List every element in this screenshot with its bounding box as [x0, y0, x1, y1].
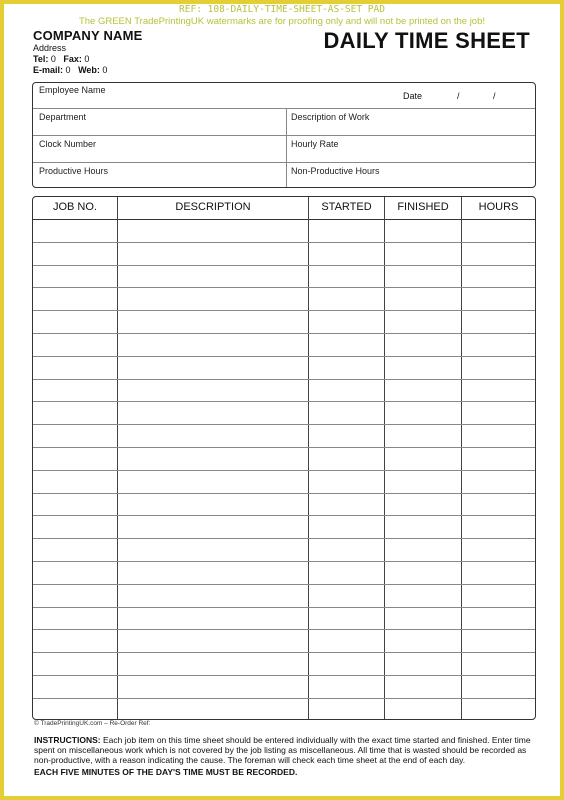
table-row-line-1 [33, 242, 535, 243]
clock-number-label: Clock Number [39, 139, 97, 149]
company-block [33, 28, 143, 76]
table-row-line-7 [33, 379, 535, 380]
instructions-final-line: EACH FIVE MINUTES OF THE DAY'S TIME MUST BE RECORDED. [34, 767, 298, 777]
column-header-finished: FINISHED [397, 201, 449, 213]
job-table [32, 196, 536, 720]
web-value: 0 [102, 65, 108, 75]
department-label: Department [39, 112, 87, 122]
table-row-line-5 [33, 333, 535, 334]
table-row-line-9 [33, 424, 535, 425]
company-address: Address [33, 43, 67, 53]
fax-value: 0 [84, 54, 90, 64]
table-row-line-3 [33, 287, 535, 288]
watermark-ref: REF: 108-DAILY-TIME-SHEET-AS-SET PAD [179, 4, 385, 15]
job-table-header [33, 197, 535, 220]
watermark-notice: The GREEN TradePrintingUK watermarks are for proofing only and will not be printed on the job! [78, 16, 486, 27]
date-label: Date [403, 91, 423, 101]
info-divider-3 [33, 162, 535, 163]
productive-hours-label: Productive Hours [39, 166, 109, 176]
table-row-line-12 [33, 493, 535, 494]
document-title: DAILY TIME SHEET [323, 28, 530, 53]
column-header-hours: HOURS [478, 201, 519, 213]
table-row-line-16 [33, 584, 535, 585]
table-row-line-11 [33, 470, 535, 471]
table-row-line-13 [33, 515, 535, 516]
column-header-job-no: JOB NO. [52, 201, 97, 213]
table-row-line-2 [33, 265, 535, 266]
table-row-line-8 [33, 401, 535, 402]
tel-value: 0 [50, 54, 56, 64]
employee-info-box [32, 82, 536, 188]
fax-label: Fax: [63, 54, 82, 64]
web-label: Web: [78, 65, 100, 75]
tel-label: Tel: [33, 54, 49, 64]
column-header-started: STARTED [321, 201, 372, 213]
table-row-line-6 [33, 356, 535, 357]
date-separator-2: / [493, 91, 496, 101]
company-email-web [33, 65, 143, 76]
table-row-line-21 [33, 698, 535, 699]
table-row-line-20 [33, 675, 535, 676]
employee-name-label: Employee Name [39, 85, 106, 95]
info-divider-1 [33, 108, 535, 109]
info-divider-2 [33, 135, 535, 136]
instructions-label: INSTRUCTIONS: [34, 735, 101, 745]
hourly-rate-label: Hourly Rate [291, 139, 339, 149]
table-row-line-17 [33, 607, 535, 608]
column-divider-4 [461, 197, 462, 719]
column-divider-1 [117, 197, 118, 719]
table-row-line-15 [33, 561, 535, 562]
reorder-reference: © TradePrintingUK.com – Re-Order Ref: [34, 720, 151, 727]
instructions-text: Each job item on this time sheet should be entered individually with the exact time started and finished. Enter time spent on miscellaneous work which is not covered by the job listing as miscellaneous. All time that is wasted should be recorded as non-productive, with a reason indicating the cause. The foreman will check each time sheet at the end of each day. [34, 735, 531, 765]
email-label: E-mail: [33, 65, 64, 75]
table-row-line-18 [33, 629, 535, 630]
column-divider-3 [384, 197, 385, 719]
table-row-line-14 [33, 538, 535, 539]
company-name: COMPANY NAME [33, 28, 143, 43]
company-tel-fax [33, 54, 143, 65]
info-column-divider [286, 108, 287, 187]
column-header-description: DESCRIPTION [175, 201, 251, 213]
non-productive-hours-label: Non-Productive Hours [291, 166, 380, 176]
description-of-work-label: Description of Work [291, 112, 370, 122]
instructions-block [34, 735, 536, 765]
column-divider-2 [308, 197, 309, 719]
table-row-line-4 [33, 310, 535, 311]
email-value: 0 [65, 65, 71, 75]
table-row-line-19 [33, 652, 535, 653]
date-separator-1: / [457, 91, 460, 101]
table-row-line-10 [33, 447, 535, 448]
